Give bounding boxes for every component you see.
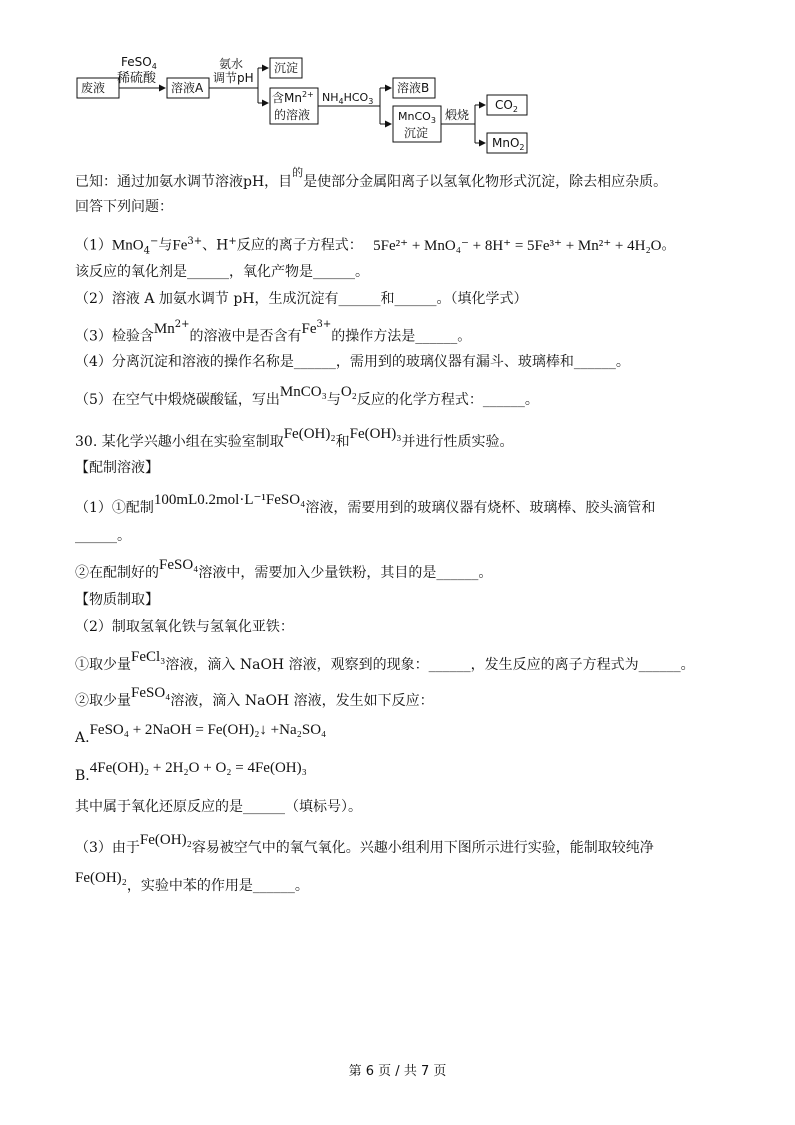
question-30: 30. 某化学兴趣小组在实验室制取Fe(OH)₂和Fe(OH)₃并进行性质实验。 [75, 426, 514, 450]
section-preparation: 【物质制取】 [75, 592, 159, 608]
mn-solution-label-2: 的溶液 [274, 108, 311, 122]
adjust-ph-label: 调节pH [213, 71, 254, 85]
mnco3-ppt-label: 沉淀 [404, 126, 429, 140]
option-a: A.FeSO₄ + 2NaOH = Fe(OH)₂↓ +Na₂SO₄ [75, 722, 327, 746]
part-3: （3）由于Fe(OH)₂容易被空气中的氧气氧化。兴趣小组利用下图所示进行实验，能制取较纯净 [75, 832, 654, 856]
mnco3-label: MnCO$_3$ [398, 110, 436, 125]
ionic-equation: 5Fe²⁺ + MnO₄⁻ + 8H⁺ = 5Fe³⁺ + Mn²⁺ + 4H₂O [373, 237, 662, 254]
precipitate-label: 沉淀 [274, 61, 299, 75]
part-1-1-cont: ______。 [75, 528, 131, 544]
answer-prompt: 回答下列问题： [75, 199, 173, 215]
mno2-label: MnO$_2$ [492, 136, 525, 152]
known-line: 已知：通过加氨水调节溶液pH，目$^的$是使部分金属阳离子以氢氧化物形式沉淀，除去相应杂质。 [75, 166, 668, 190]
question-5: （5）在空气中煅烧碳酸锰，写出MnCO₃与O₂反应的化学方程式：______。 [75, 384, 539, 408]
waste-label: 废液 [81, 81, 106, 95]
question-1-part-2: 该反应的氧化剂是______，氧化产物是______。 [75, 264, 369, 280]
calcine-label: 煅烧 [445, 108, 470, 122]
section-prepare-solution: 【配制溶液】 [75, 460, 159, 476]
nh4hco3-label: $NH_4HCO_3$ [322, 91, 374, 106]
question-1: （1）MnO$_4$−与$Fe^{3+}$、H+反应的离子方程式： 5Fe²⁺ + MnO₄⁻ + 8H⁺ = 5Fe³⁺ + Mn²⁺ + 4H₂O。 [75, 236, 676, 257]
question-2: （2）溶液 A 加氨水调节 pH，生成沉淀有______和______。（填化学式） [75, 291, 528, 307]
solution-a-label: 溶液A [171, 81, 204, 95]
part-3-cont: Fe(OH)₂，实验中苯的作用是______。 [75, 870, 309, 894]
option-b: B.4Fe(OH)₂ + 2H₂O + O₂ = 4Fe(OH)₃ [75, 760, 307, 784]
part-2-2: ②取少量FeSO₄溶液，滴入 NaOH 溶液，发生如下反应： [75, 685, 434, 709]
feso4-label: FeSO$_4$ [121, 55, 157, 71]
co2-label: $CO_2$ [495, 98, 518, 114]
question-3: （3）检验含$Mn^{2+}$的溶液中是否含有$Fe^{3+}$的操作方法是______。 [75, 319, 472, 345]
dilute-acid-label: 稀硫酸 [117, 71, 157, 86]
question-4: （4）分离沉淀和溶液的操作名称是______，需用到的玻璃仪器有漏斗、玻璃棒和______。 [75, 354, 630, 370]
part-1-2: ②在配制好的FeSO₄溶液中，需要加入少量铁粉，其目的是______。 [75, 557, 493, 581]
part-1-1: （1）①配制100mL0.2mol·L⁻¹FeSO₄溶液，需要用到的玻璃仪器有烧杯、玻璃棒、胶头滴管和 [75, 492, 656, 516]
mn-solution-label: 含$Mn^{2+}$ [272, 90, 314, 105]
part-2-question: 其中属于氧化还原反应的是______（填标号）。 [75, 799, 362, 815]
part-2-1: ①取少量FeCl₃溶液，滴入 NaOH 溶液，观察到的现象：______，发生反应的离子方程式为______。 [75, 649, 695, 673]
part-2: （2）制取氢氧化铁与氢氧化亚铁： [75, 619, 294, 635]
solution-b-label: 溶液B [397, 81, 430, 95]
page-footer: 第 6 页 / 共 7 页 [348, 1064, 447, 1079]
process-flowchart [0, 0, 795, 160]
ammonia-label: 氨水 [219, 57, 244, 71]
